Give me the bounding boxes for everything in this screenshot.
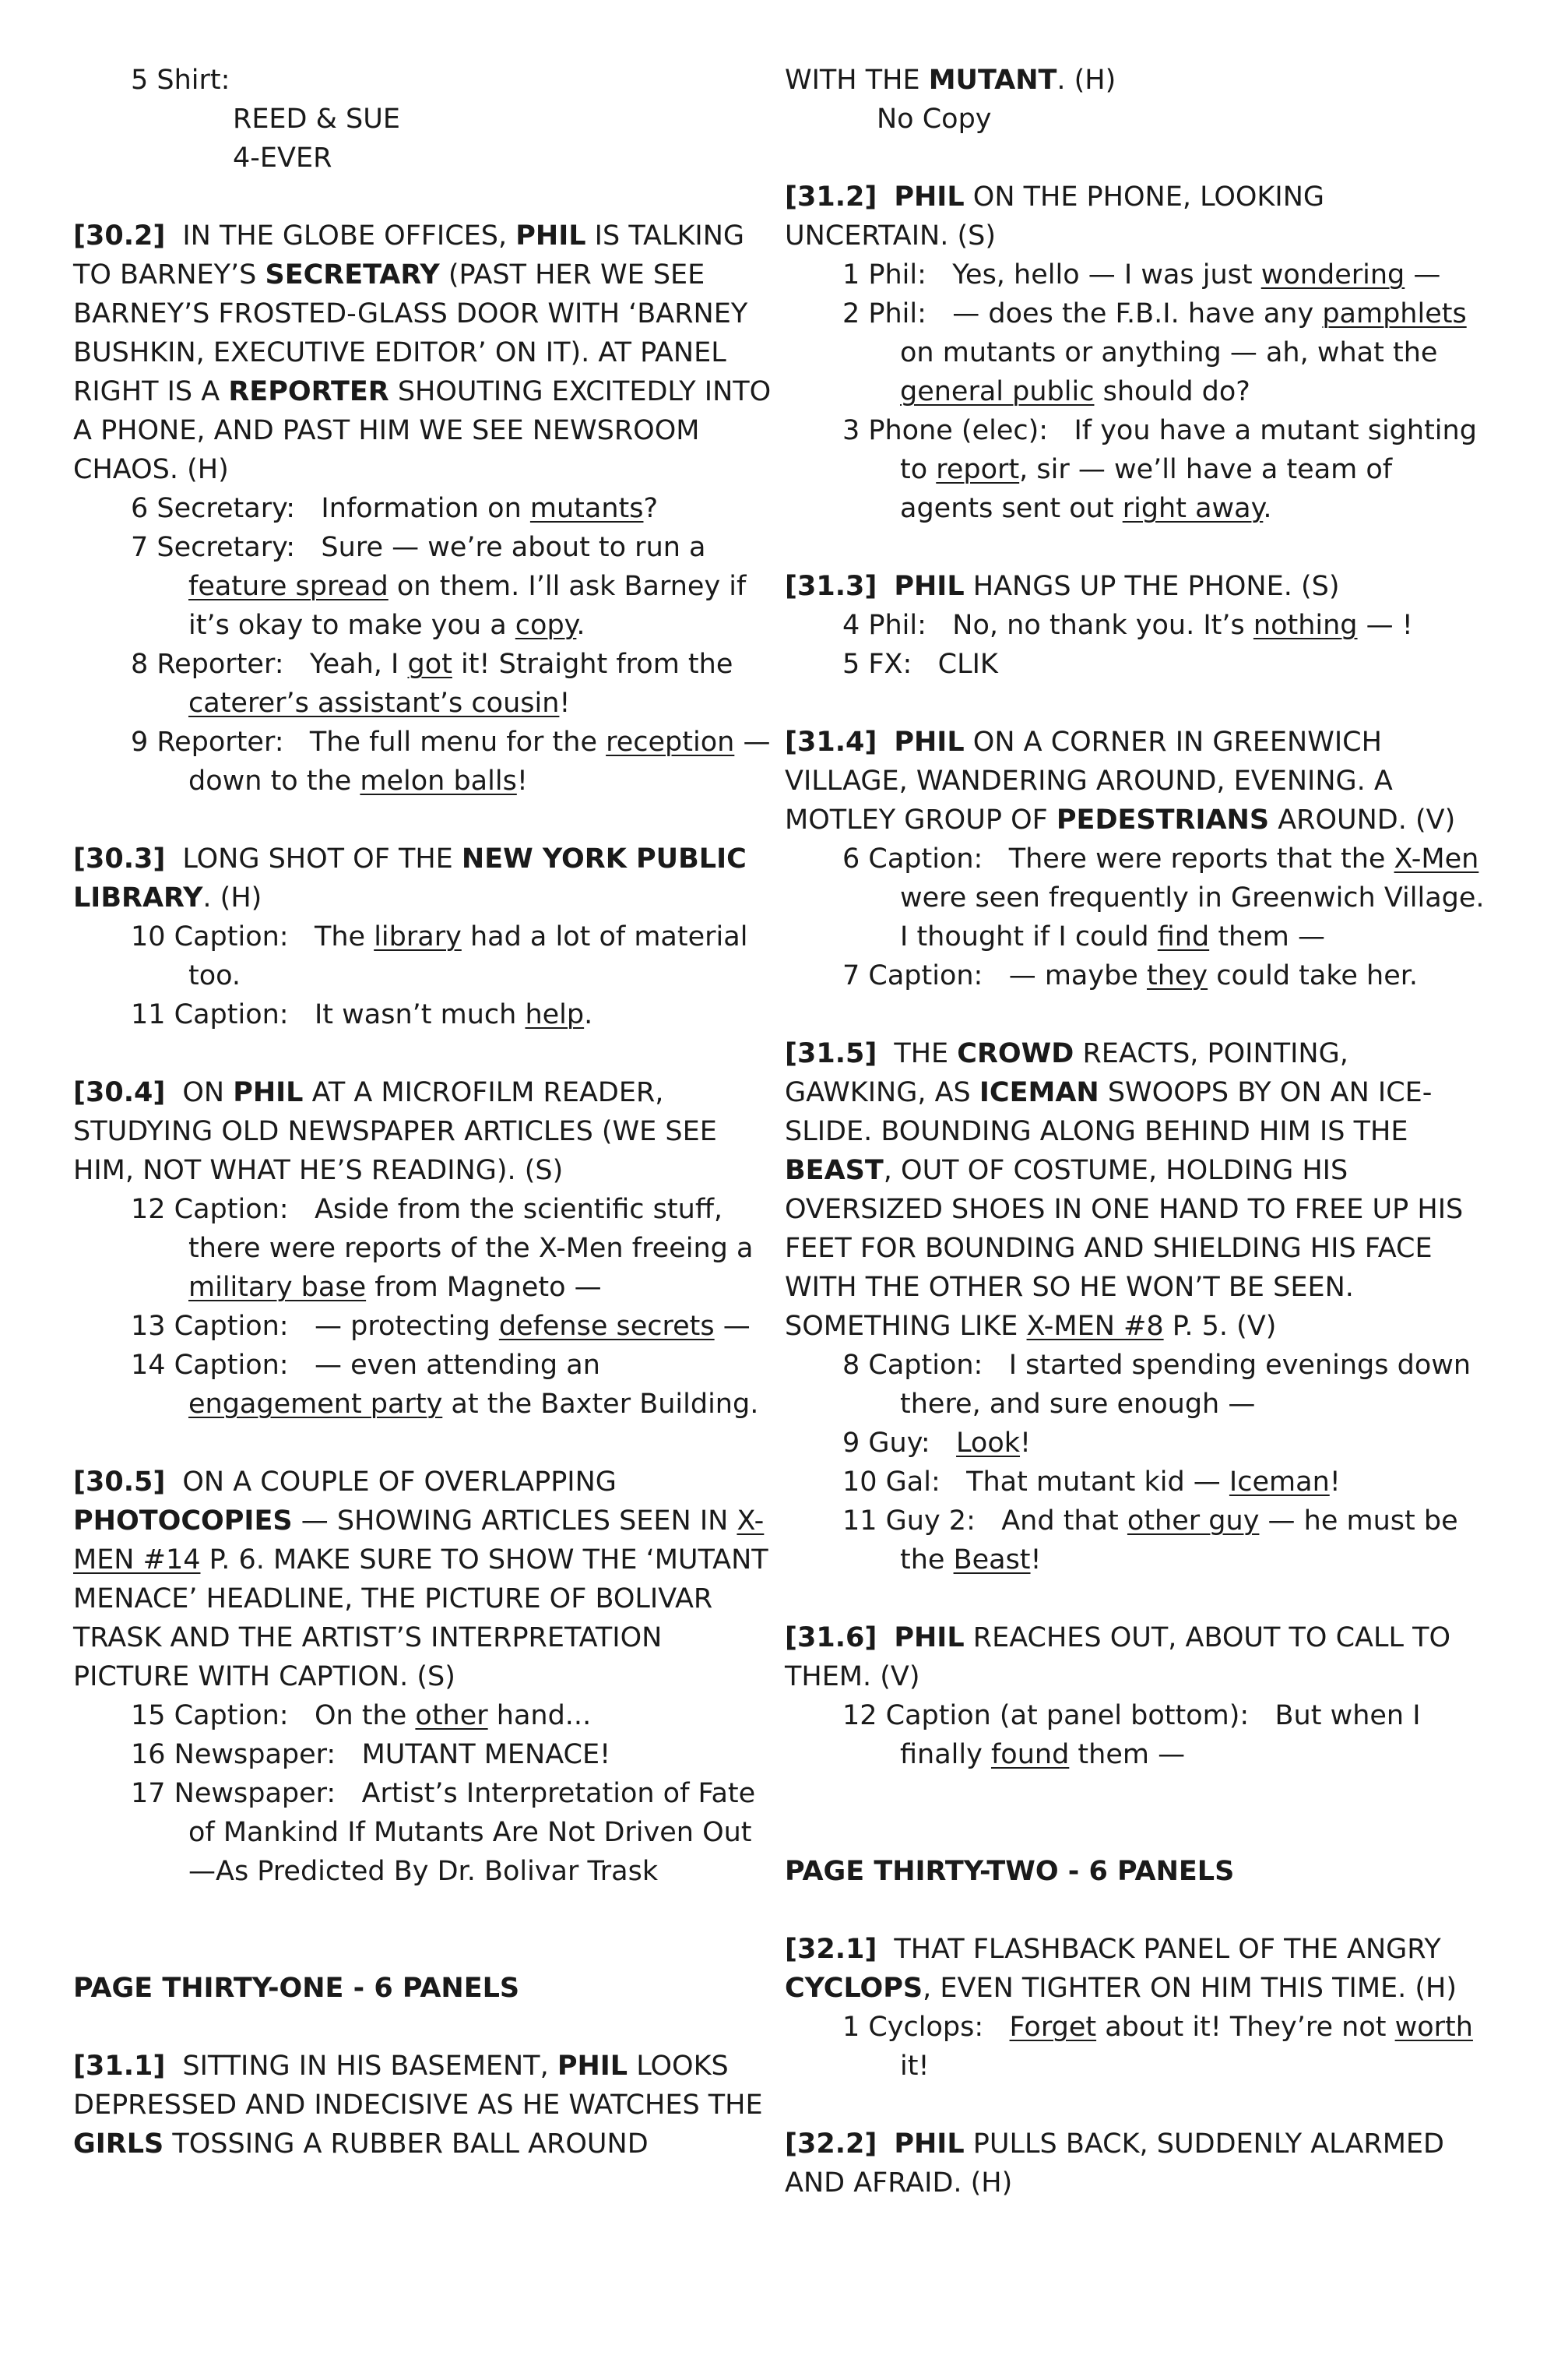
panel-number: [30.4] [73,1077,166,1108]
panel-31-2 [785,178,1485,528]
panel-description-text: THE CROWD REACTS, POINTING, GAWKING, AS ICEMAN SWOOPS BY ON AN ICE-SLIDE. BOUNDING ALONG BEHIND HIM IS THE BEAST, OUT OF COSTUME, HOLDING HIS OVERSIZED SHOES IN ONE HAND TO FREE UP HIS FEET FOR BOUNDING AND SHIELDING HIS FACE WITH THE OTHER SO HE WON’T BE SEEN. SOMETHING LIKE X-MEN #8 P. 5. (V) [785,1038,1464,1342]
panel-31-5 [785,1034,1485,1579]
shirt-line-2: 4-EVER [233,143,332,174]
panel-description-text: PHIL PULLS BACK, SUDDENLY ALARMED AND AFRAID. (H) [785,2128,1444,2199]
dialogue-line: 4 Phil: No, no thank you. It’s nothing — ! [842,610,1413,641]
dialogue-line: 13 Caption: — protecting defense secrets — [131,1311,751,1342]
shirt-line-label: 5 Shirt: [131,65,230,96]
dialogue-line: 8 Reporter: Yeah, I got it! Straight from the caterer’s assistant’s cousin! [131,649,733,719]
dialogue-line: 1 Phil: Yes, hello — I was just wondering — [842,259,1441,290]
dialogue-line: 3 Phone (elec): If you have a mutant sighting to report, sir — we’ll have a team of agents sent out right away. [842,415,1477,524]
dialogue-line: 1 Cyclops: Forget about it! They’re not worth it! [842,2012,1473,2082]
panel-description [785,1930,1485,2008]
panel-description [785,567,1485,606]
panel-description-text: PHIL REACHES OUT, ABOUT TO CALL TO THEM. (V) [785,1622,1451,1692]
panel-description-text: PHIL ON THE PHONE, LOOKING UNCERTAIN. (S) [785,181,1325,252]
panel-description [785,178,1485,255]
panel-number: [30.5] [73,1466,166,1498]
panel-number: [31.2] [785,181,877,213]
dialogue-line: 9 Reporter: The full menu for the reception — down to the melon balls! [131,727,771,797]
dialogue-line: 15 Caption: On the other hand... [131,1700,592,1731]
dialogue-line: 7 Secretary: Sure — we’re about to run a feature spread on them. I’ll ask Barney if it’s okay to make you a copy. [131,532,747,641]
shirt-line-1: REED & SUE [233,104,400,135]
panel-description-text: PHIL ON A CORNER IN GREENWICH VILLAGE, WANDERING AROUND, EVENING. A MOTLEY GROUP OF PEDESTRIANS AROUND. (V) [785,727,1456,836]
panel-30-4 [73,1073,774,1424]
dialogue-line: 16 Newspaper: MUTANT MENACE! [131,1739,611,1770]
panel-31-1 [73,2047,774,2163]
panel-description [785,1034,1485,1346]
dialogue-line: 8 Caption: I started spending evenings down there, and sure enough — [842,1350,1471,1420]
panel-30-2 [73,217,774,801]
dialogue-line: 11 Guy 2: And that other guy — he must be the Beast! [842,1505,1458,1576]
panel-description-text: IN THE GLOBE OFFICES, PHIL IS TALKING TO BARNEY’S SECRETARY (PAST HER WE SEE BARNEY’S FROSTED-GLASS DOOR WITH ‘BARNEY BUSHKIN, EXECUTIVE EDITOR’ ON IT). AT PANEL RIGHT IS A REPORTER SHOUTING EXCITEDLY INTO A PHONE, AND PAST HIM WE SEE NEWSROOM CHAOS. (H) [73,220,772,485]
panel-number: [31.3] [785,571,877,602]
panel-description-text: ON PHIL AT A MICROFILM READER, STUDYING OLD NEWSPAPER ARTICLES (WE SEE HIM, NOT WHAT HE’S READING). (S) [73,1077,717,1186]
dialogue-line: 12 Caption (at panel bottom): But when I finally found them — [842,1700,1421,1770]
panel-description-text: LONG SHOT OF THE NEW YORK PUBLIC LIBRARY. (H) [73,843,747,914]
dialogue-line: 10 Gal: That mutant kid — Iceman! [842,1466,1341,1498]
panel-number: [31.6] [785,1622,877,1653]
panel-31-1-continued-desc: WITH THE MUTANT. (H) [785,65,1116,96]
panel-number: [31.5] [785,1038,877,1069]
left-column [73,61,774,2163]
page-31-heading: PAGE THIRTY-ONE - 6 PANELS [73,1973,520,2004]
panel-31-1-continued [785,61,1485,139]
panel-description [785,1618,1485,1696]
panel-description-text: PHIL HANGS UP THE PHONE. (S) [894,571,1340,602]
panel-description [73,1073,774,1190]
right-column [785,61,1485,2202]
panel-30-3 [73,840,774,1034]
dialogue-line: 12 Caption: Aside from the scientific stuff, there were reports of the X-Men freeing a military base from Magneto — [131,1194,754,1303]
panel-description [73,1463,774,1696]
dialogue-line: 7 Caption: — maybe they could take her. [842,960,1419,991]
panel-description [785,723,1485,840]
dialogue-line: 2 Phil: — does the F.B.I. have any pamphlets on mutants or anything — ah, what the general public should do? [842,298,1467,407]
panel-description [73,2047,774,2163]
panel-description-text: SITTING IN HIS BASEMENT, PHIL LOOKS DEPRESSED AND INDECISIVE AS HE WATCHES THE GIRLS TOSSING A RUBBER BALL AROUND [73,2051,763,2160]
dialogue-line: 6 Caption: There were reports that the X-Men were seen frequently in Greenwich Village. I thought if I could find them — [842,843,1485,952]
panel-31-6 [785,1618,1485,1774]
dialogue-line: 6 Secretary: Information on mutants? [131,493,659,524]
panel-number: [32.1] [785,1934,877,1965]
dialogue-line: 5 FX: CLIK [842,649,998,680]
panel-number: [31.1] [73,2051,166,2082]
dialogue-line: 9 Guy: Look! [842,1428,1032,1459]
panel-description-text: THAT FLASHBACK PANEL OF THE ANGRY CYCLOPS, EVEN TIGHTER ON HIM THIS TIME. (H) [785,1934,1457,2004]
dialogue-line: 11 Caption: It wasn’t much help. [131,999,593,1030]
panel-31-4 [785,723,1485,995]
panel-30-5 [73,1463,774,1891]
no-copy-note: No Copy [877,104,992,135]
panel-number: [30.2] [73,220,166,252]
panel-description [73,840,774,917]
panel-32-1 [785,1930,1485,2086]
panel-number: [32.2] [785,2128,877,2160]
panel-description [73,217,774,489]
dialogue-line: 10 Caption: The library had a lot of material too. [131,921,748,991]
panel-32-2 [785,2125,1485,2202]
panel-description [785,2125,1485,2202]
panel-number: [31.4] [785,727,877,758]
panel-31-3 [785,567,1485,684]
panel-description-text: ON A COUPLE OF OVERLAPPING PHOTOCOPIES — SHOWING ARTICLES SEEN IN X-MEN #14 P. 6. MAKE SURE TO SHOW THE ‘MUTANT MENACE’ HEADLINE, THE PICTURE OF BOLIVAR TRASK AND THE ARTIST’S INTERPRETATION PICTURE WITH CAPTION. (S) [73,1466,768,1692]
page-32-heading: PAGE THIRTY-TWO - 6 PANELS [785,1856,1235,1887]
dialogue-line: 17 Newspaper: Artist’s Interpretation of Fate of Mankind If Mutants Are Not Driven Out —As Predicted By Dr. Bolivar Trask [131,1778,756,1887]
dialogue-line: 14 Caption: — even attending an engagement party at the Baxter Building. [131,1350,759,1420]
panel-number: [30.3] [73,843,166,875]
